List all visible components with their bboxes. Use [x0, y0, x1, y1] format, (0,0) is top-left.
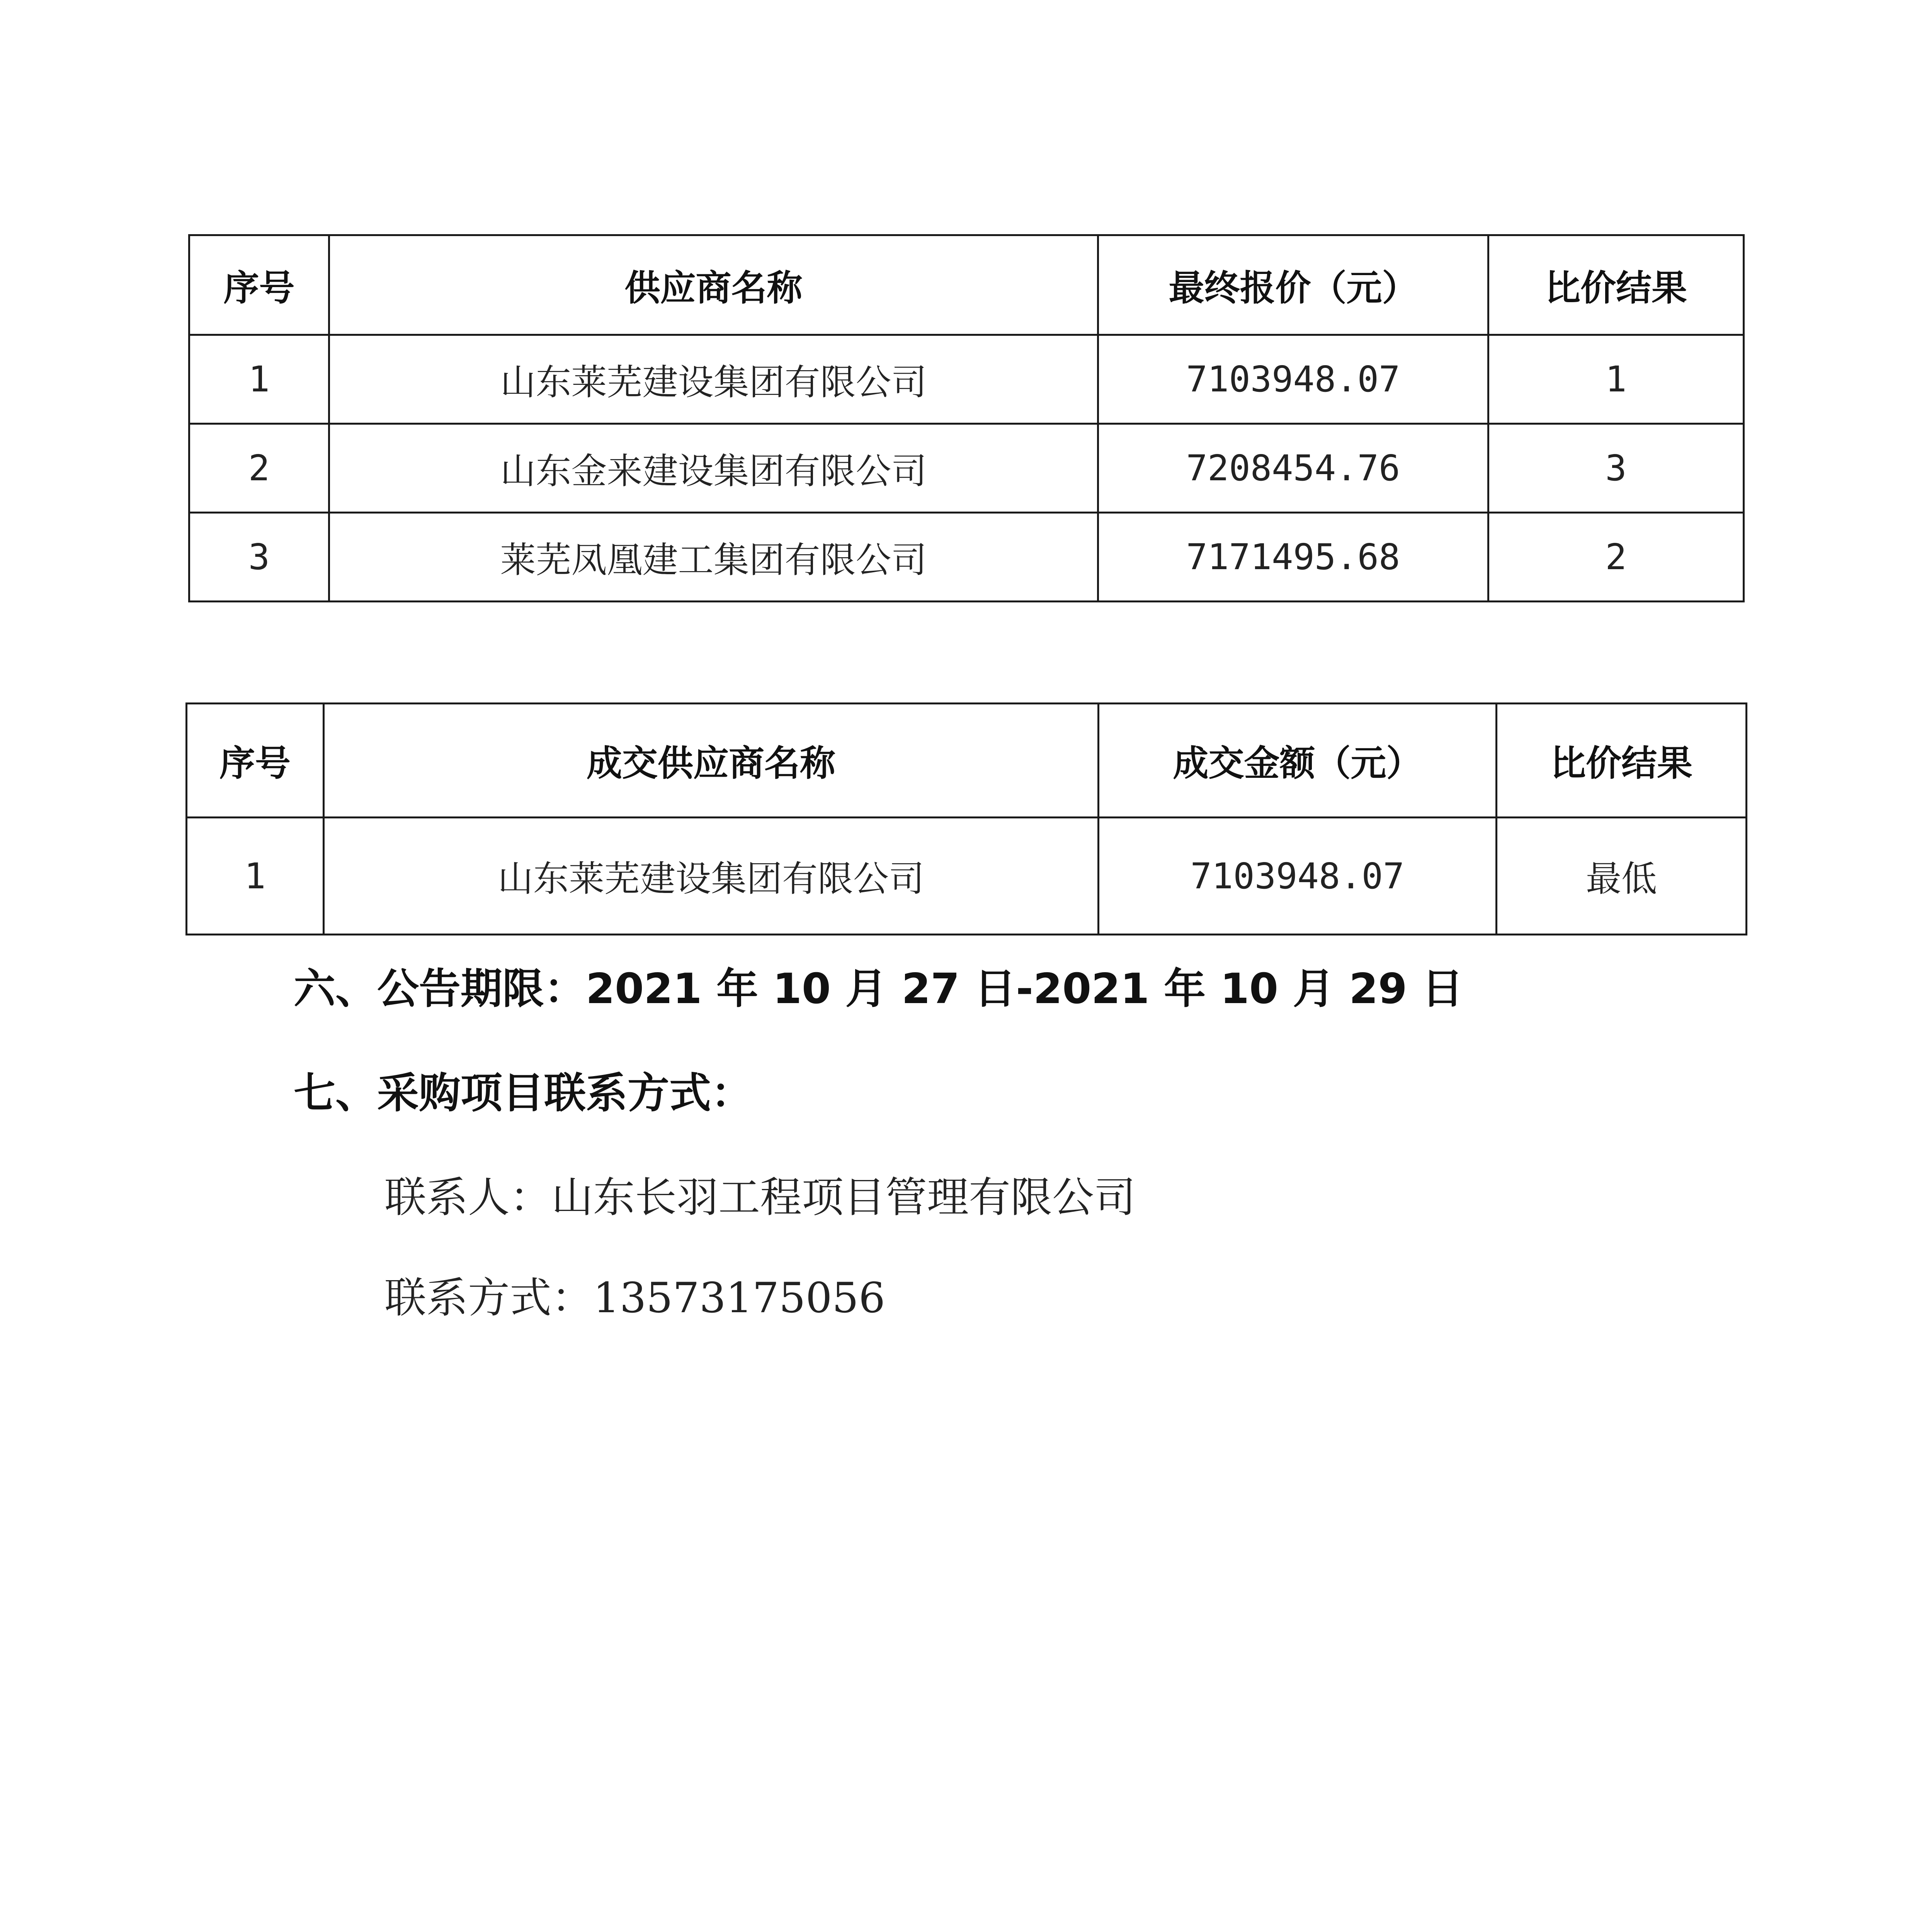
contact-method: 联系方式：13573175056: [384, 1274, 885, 1322]
table-row: [189, 335, 1744, 424]
cell-result: 最低: [1497, 818, 1747, 935]
header-no: 序号: [187, 704, 324, 818]
award-result-table: [185, 702, 1747, 935]
table-header-row: [189, 235, 1744, 335]
cell-result: 1: [1488, 335, 1744, 424]
cell-result: 3: [1488, 424, 1744, 513]
header-result: 比价结果: [1497, 704, 1747, 818]
cell-no: 1: [187, 818, 324, 935]
table-row: [189, 424, 1744, 513]
announcement-period: 六、公告期限：2021 年 10 月 27 日-2021 年 10 月 29 日: [294, 965, 1464, 1013]
table-row: [189, 513, 1744, 602]
cell-supplier: 山东莱芜建设集团有限公司: [329, 335, 1098, 424]
table-header-row: [187, 704, 1747, 818]
header-award-amount: 成交金额（元）: [1099, 704, 1497, 818]
header-result: 比价结果: [1488, 235, 1744, 335]
cell-result: 2: [1488, 513, 1744, 602]
cell-supplier: 山东金来建设集团有限公司: [329, 424, 1098, 513]
cell-supplier: 莱芜凤凰建工集团有限公司: [329, 513, 1098, 602]
header-awarded-supplier: 成交供应商名称: [324, 704, 1099, 818]
cell-price: 7171495.68: [1098, 513, 1488, 602]
contact-person: 联系人：山东长羽工程项目管理有限公司: [384, 1173, 1136, 1222]
cell-no: 3: [189, 513, 329, 602]
table-row: [187, 818, 1747, 935]
header-no: 序号: [189, 235, 329, 335]
cell-price: 7208454.76: [1098, 424, 1488, 513]
cell-no: 2: [189, 424, 329, 513]
contact-section-title: 七、采购项目联系方式：: [294, 1069, 753, 1117]
header-supplier: 供应商名称: [329, 235, 1098, 335]
cell-supplier: 山东莱芜建设集团有限公司: [324, 818, 1099, 935]
cell-no: 1: [189, 335, 329, 424]
cell-price: 7103948.07: [1098, 335, 1488, 424]
cell-amount: 7103948.07: [1099, 818, 1497, 935]
header-final-price: 最终报价（元）: [1098, 235, 1488, 335]
bid-comparison-table: [188, 234, 1745, 602]
